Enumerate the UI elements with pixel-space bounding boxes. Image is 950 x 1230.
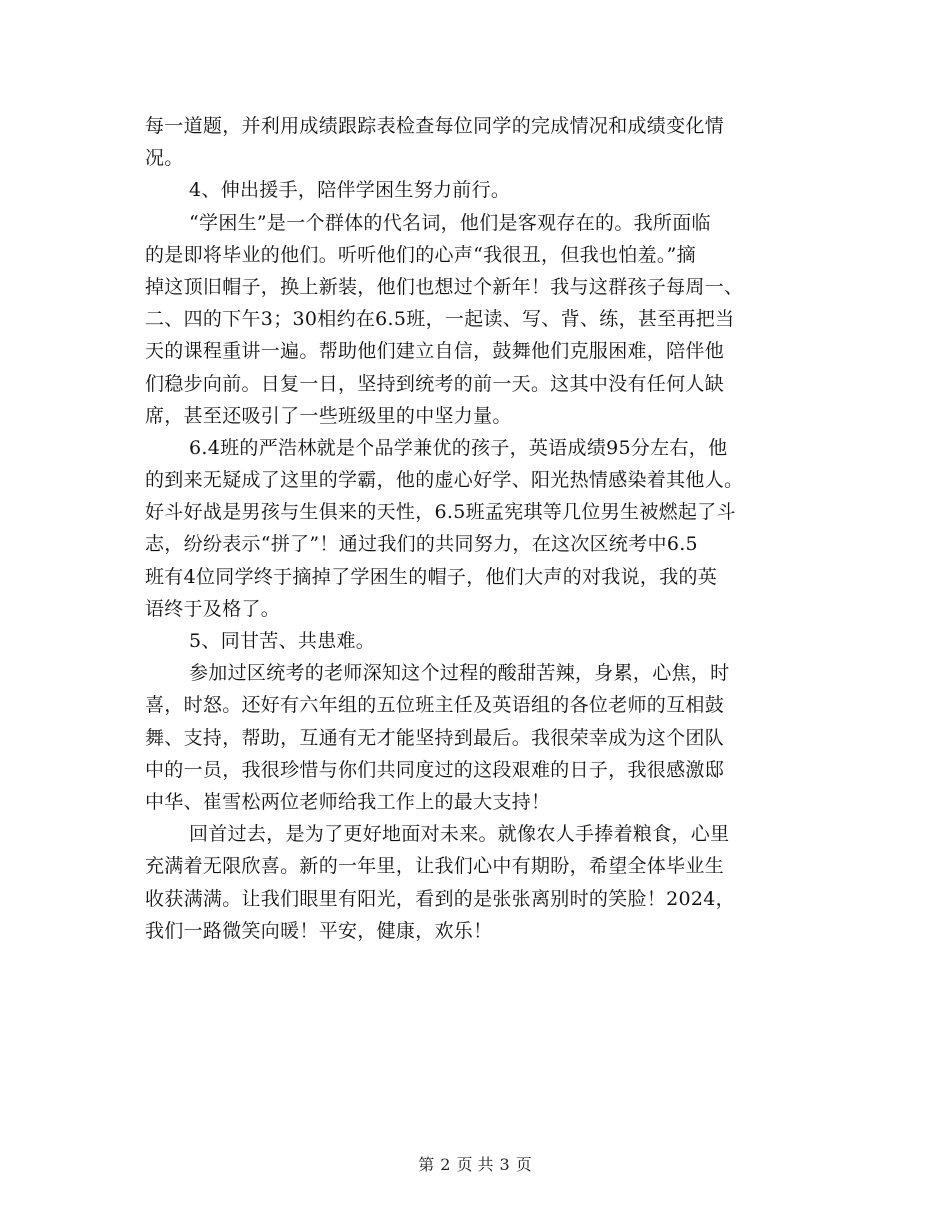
text-line: 充满着无限欣喜。新的一年里，让我们心中有期盼，希望全体毕业生 [145, 855, 725, 878]
text-line: 中的一员，我很珍惜与你们共同度过的这段艰难的日子，我很感激邸 [145, 758, 725, 781]
text-line: 们稳步向前。日复一日，坚持到统考的前一天。这其中没有任何人缺 [145, 372, 725, 395]
text-line: 好斗好战是男孩与生俱来的天性，6.5班孟宪琪等几位男生被燃起了斗 [145, 501, 736, 524]
text-line: “学困生”是一个群体的代名词，他们是客观存在的。我所面临 [189, 211, 711, 234]
page-footer [0, 1155, 950, 1175]
total-pages-number: 3 [499, 1155, 510, 1174]
text-line: 6.4班的严浩林就是个品学兼优的孩子，英语成绩95分左右，他 [189, 436, 728, 459]
text-line: 参加过区统考的老师深知这个过程的酸甜苦辣，身累，心焦，时 [189, 662, 730, 685]
footer-suffix: 页 [515, 1155, 532, 1174]
current-page-number: 2 [440, 1155, 451, 1174]
text-line: 语终于及格了。 [145, 597, 281, 620]
text-line: 天的课程重讲一遍。帮助他们建立自信，鼓舞他们克服困难，陪伴他 [145, 340, 725, 363]
section-heading: 5、同甘苦、共患难。 [189, 630, 376, 652]
section-heading: 4、伸出援手，陪伴学困生努力前行。 [189, 179, 511, 202]
text-line: 回首过去，是为了更好地面对未来。就像农人手捧着粮食，心里 [189, 823, 730, 846]
text-line: 舞、支持，帮助，互通有无才能坚持到最后。我很荣幸成为这个团队 [145, 726, 725, 749]
text-line: 喜，时怒。还好有六年组的五位班主任及英语组的各位老师的互相鼓 [145, 694, 725, 717]
text-line: 席，甚至还吸引了一些班级里的中坚力量。 [145, 404, 512, 427]
text-line: 掉这顶旧帽子，换上新装，他们也想过个新年！我与这群孩子每周一、 [145, 275, 744, 298]
text-line: 我们一路微笑向暖！平安，健康，欢乐！ [145, 919, 493, 942]
text-line: 班有4位同学终于摘掉了学困生的帽子，他们大声的对我说，我的英 [145, 565, 718, 588]
text-line: 的是即将毕业的他们。听听他们的心声“我很丑，但我也怕羞。”摘 [145, 243, 696, 266]
text-line: 况。 [145, 147, 184, 170]
text-line: 每一道题，并利用成绩跟踪表检查每位同学的完成情况和成绩变化情 [145, 115, 725, 137]
footer-prefix: 第 [418, 1155, 435, 1174]
text-line: 收获满满。让我们眼里有阳光，看到的是张张离别时的笑脸！2024， [145, 887, 735, 910]
text-line: 的到来无疑成了这里的学霸，他的虚心好学、阳光热情感染着其他人。 [145, 469, 744, 492]
footer-middle: 页 共 [456, 1155, 494, 1174]
text-line: 志，纷纷表示“拼了”！通过我们的共同努力，在这次区统考中6.5 [145, 533, 698, 556]
text-line: 二、四的下午3；30相约在6.5班，一起读、写、背、练，甚至再把当 [145, 308, 735, 331]
text-line: 中华、崔雪松两位老师给我工作上的最大支持！ [145, 790, 551, 813]
document-body [145, 110, 807, 947]
